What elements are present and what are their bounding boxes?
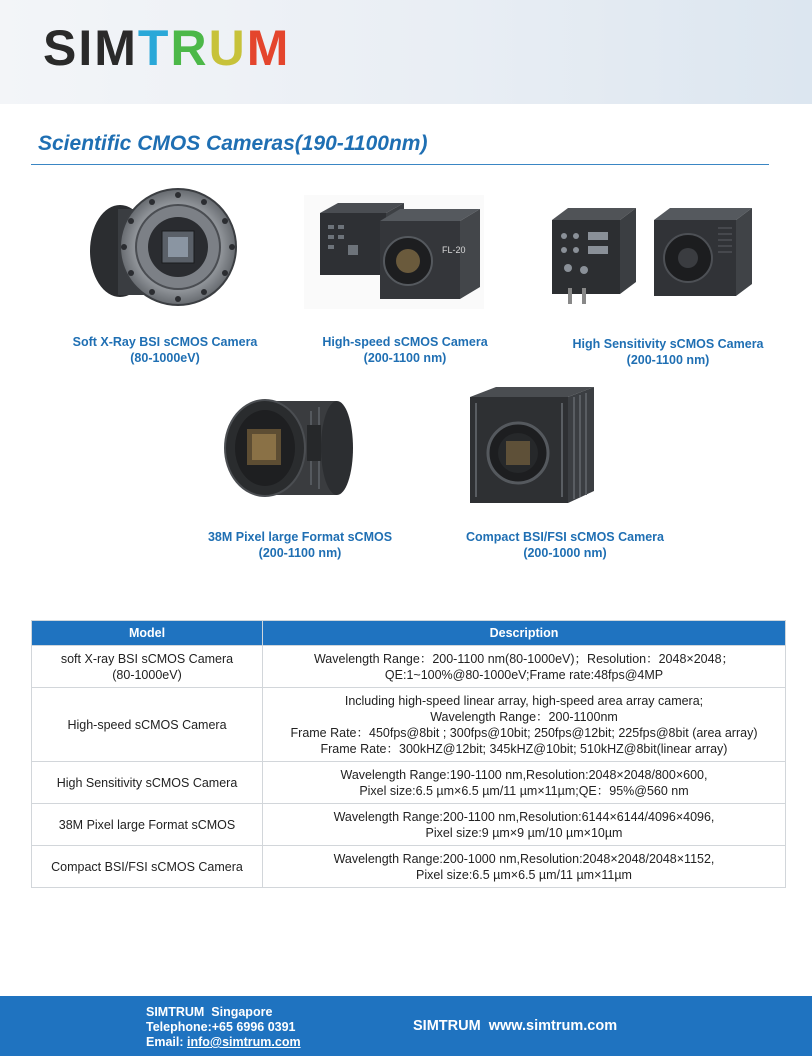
model-cell xyxy=(32,804,263,846)
description-line: Wavelength Range：200-1100nm xyxy=(430,709,618,724)
description-line: Pixel size:9 µm×9 µm/10 µm×10µm xyxy=(425,825,623,840)
logo-letter: T xyxy=(137,20,171,76)
description-cell xyxy=(263,762,786,804)
description-line: Pixel size:6.5 µm×6.5 µm/11 µm×11µm xyxy=(416,867,632,882)
table-header-row xyxy=(32,621,786,646)
footer-contact xyxy=(146,1005,301,1050)
compact-camera-image xyxy=(464,383,604,509)
footer-email-label: Email: xyxy=(146,1035,187,1049)
column-header-model: Model xyxy=(32,621,263,646)
model-line: soft X-ray BSI sCMOS Camera xyxy=(60,651,234,666)
product-range: (200-1100 nm) xyxy=(363,351,447,365)
product-range: (200-1000 nm) xyxy=(523,546,607,560)
model-line: 38M Pixel large Format sCMOS xyxy=(58,817,236,832)
logo-letter: R xyxy=(170,20,209,76)
product-name: High-speed sCMOS Camera xyxy=(322,335,488,349)
product-soft-xray xyxy=(60,180,270,370)
description-line: Frame Rate：450fps@8bit ; 300fps@10bit; 250fps@12bit; 225fps@8bit (area array) xyxy=(290,725,758,740)
large-format-camera-image xyxy=(223,395,355,505)
product-caption xyxy=(300,334,510,366)
description-line: Wavelength Range:190-1100 nm,Resolution:2048×2048/800×600, xyxy=(340,767,708,782)
description-cell xyxy=(263,804,786,846)
model-line: High Sensitivity sCMOS Camera xyxy=(56,775,238,790)
logo-letter: M xyxy=(94,20,138,76)
email-link[interactable]: info@simtrum.com xyxy=(187,1035,301,1049)
description-line: Pixel size:6.5 µm×6.5 µm/11 µm×11µm;QE：95%@560 nm xyxy=(359,783,689,798)
description-line: Wavelength Range：200-1100 nm(80-1000eV)；Resolution：2048×2048； xyxy=(313,651,735,666)
table-row xyxy=(32,846,786,888)
product-range: (200-1100 nm) xyxy=(258,546,342,560)
description-line: Wavelength Range:200-1100 nm,Resolution:6144×6144/4096×4096, xyxy=(333,809,715,824)
description-cell xyxy=(263,688,786,762)
logo-letter: U xyxy=(208,20,247,76)
description-line: QE:1~100%@80-1000eV;Frame rate:48fps@4MP xyxy=(384,667,664,682)
product-caption xyxy=(450,529,680,561)
footer xyxy=(0,996,812,1056)
product-caption xyxy=(548,336,788,368)
model-line: (80-1000eV) xyxy=(112,667,182,682)
model-cell xyxy=(32,646,263,688)
footer-email xyxy=(146,1035,301,1050)
product-high-speed xyxy=(300,195,510,370)
product-38m-large-format xyxy=(195,395,405,565)
camera-model-label: FL-20 xyxy=(442,245,466,255)
model-cell xyxy=(32,762,263,804)
product-caption xyxy=(60,334,270,366)
high-speed-camera-image xyxy=(304,195,484,309)
product-compact-bsi-fsi xyxy=(450,383,680,565)
high-sensitivity-camera-image xyxy=(548,198,756,308)
product-name: High Sensitivity sCMOS Camera xyxy=(572,337,764,351)
specs-table xyxy=(31,620,786,888)
model-line: High-speed sCMOS Camera xyxy=(67,717,227,732)
product-range: (80-1000eV) xyxy=(130,351,200,365)
footer-telephone: Telephone:+65 6996 0391 xyxy=(146,1020,296,1034)
footer-company: SIMTRUM Singapore xyxy=(146,1005,273,1019)
table-row xyxy=(32,762,786,804)
model-cell xyxy=(32,846,263,888)
model-cell xyxy=(32,688,263,762)
simtrum-logo xyxy=(43,22,290,74)
product-caption xyxy=(195,529,405,561)
description-line: Wavelength Range:200-1000 nm,Resolution:2048×2048/2048×1152, xyxy=(333,851,715,866)
product-name: Compact BSI/FSI sCMOS Camera xyxy=(466,530,664,544)
description-cell xyxy=(263,646,786,688)
table-row xyxy=(32,688,786,762)
product-name: 38M Pixel large Format sCMOS xyxy=(207,530,393,544)
page-title: Scientific CMOS Cameras(190-1100nm) xyxy=(38,132,428,155)
product-range: (200-1100 nm) xyxy=(626,353,710,367)
column-header-description: Description xyxy=(263,621,786,646)
description-line: Frame Rate：300kHZ@12bit; 345kHZ@10bit; 510kHZ@8bit(linear array) xyxy=(320,741,728,756)
product-high-sensitivity xyxy=(548,198,788,370)
table-row xyxy=(32,646,786,688)
logo-letter: I xyxy=(78,20,95,76)
logo-letter: S xyxy=(43,20,79,76)
footer-website[interactable]: SIMTRUM www.simtrum.com xyxy=(413,1018,618,1034)
logo-letter: M xyxy=(246,20,291,76)
description-cell xyxy=(263,846,786,888)
description-line: Including high-speed linear array, high-speed area array camera; xyxy=(344,693,704,708)
table-row xyxy=(32,804,786,846)
title-divider xyxy=(31,164,769,165)
product-name: Soft X-Ray BSI sCMOS Camera xyxy=(72,335,258,349)
model-line: Compact BSI/FSI sCMOS Camera xyxy=(51,859,243,874)
soft-xray-camera-image xyxy=(80,185,250,315)
